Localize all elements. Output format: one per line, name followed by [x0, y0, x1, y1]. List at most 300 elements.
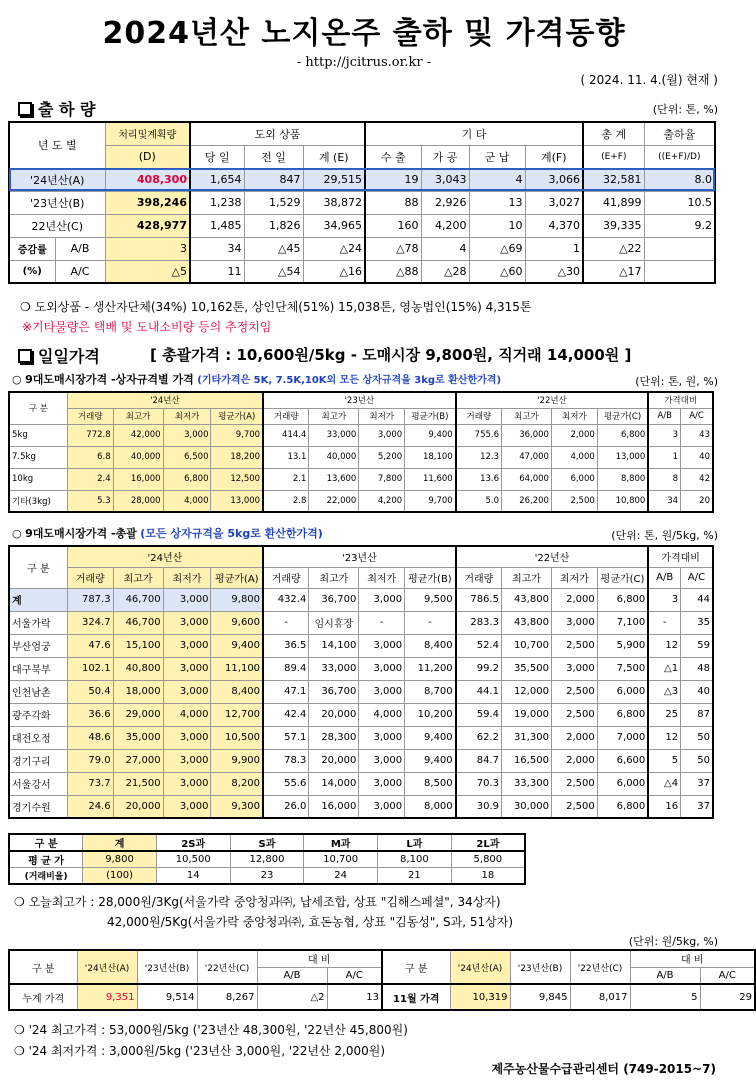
table-cell: '24년산(A): [450, 950, 510, 984]
table-cell: 11,600: [405, 468, 456, 490]
table-cell: 14: [156, 868, 230, 884]
table-cell: 3: [648, 424, 680, 446]
table-cell: 9,800: [83, 851, 157, 868]
table-cell: 18: [451, 868, 525, 884]
row-label: '23년산(B): [9, 191, 105, 214]
table-cell: 36,700: [309, 680, 359, 703]
table-cell: 1,485: [190, 214, 244, 237]
table-cell: 48.6: [67, 726, 113, 749]
t2-title: ○ 9대도매시장가격 -총괄 (모든 상자규격을 5kg로 환산한가격): [12, 527, 323, 540]
table-cell: 36.6: [67, 703, 113, 726]
table-cell: 9,600: [211, 611, 263, 634]
table-cell: 9,400: [405, 726, 456, 749]
table-cell: 10,319: [450, 984, 510, 1010]
table-cell: 34: [648, 490, 680, 512]
table-cell: 9,900: [211, 749, 263, 772]
increase-row: [9, 237, 715, 260]
table-cell: 73.7: [67, 772, 113, 795]
table-cell: -: [263, 611, 309, 634]
col-gubun: 구 분: [9, 546, 67, 588]
table-cell: 4,000: [359, 703, 405, 726]
table-cell: △3: [648, 680, 680, 703]
table-cell: 평균가(A): [211, 408, 263, 424]
header-row: [9, 392, 713, 408]
table-cell: 43,800: [501, 611, 551, 634]
table-cell: 1,826: [244, 214, 303, 237]
table-cell: 최저가: [359, 567, 405, 588]
table-cell: 24.6: [67, 795, 113, 818]
table-cell: 3,000: [359, 588, 405, 611]
table-cell: 9.2: [644, 214, 715, 237]
table-cell: 거래량: [67, 408, 113, 424]
table-cell: 35,500: [501, 657, 551, 680]
price-row: [9, 468, 713, 490]
table-cell: 9,300: [211, 795, 263, 818]
table-cell: 847: [244, 168, 303, 191]
table-cell: 84.7: [456, 749, 502, 772]
table-cell: 6,800: [597, 703, 648, 726]
table-cell: 19,000: [501, 703, 551, 726]
plan-value: 428,977: [105, 214, 190, 237]
price-row: [9, 611, 713, 634]
table-cell: 거래량: [456, 408, 502, 424]
table-cell: 2,500: [551, 772, 597, 795]
table-cell: 2,500: [551, 703, 597, 726]
table-cell: 2,500: [551, 795, 597, 818]
table-cell: 평균가(A): [211, 567, 263, 588]
table-cell: 432.4: [263, 588, 309, 611]
table-cell: 10,700: [304, 851, 378, 868]
table-cell: 최저가: [163, 567, 211, 588]
table-cell: 22,000: [309, 490, 359, 512]
table-cell: 4,370: [525, 214, 583, 237]
table-cell: △88: [365, 260, 421, 283]
t1-title: ○ 9대도매시장가격 -상자규격별 가격 (기타가격은 5K, 7.5K,10K외 모든 상자규격을 3kg로 환산한가격): [12, 373, 502, 386]
price-row: [9, 588, 713, 611]
table-cell: 1: [525, 237, 583, 260]
table-cell: 최고가: [113, 408, 163, 424]
table-cell: 12: [648, 726, 680, 749]
table-cell: 2,000: [551, 424, 597, 446]
col-day: 당 일: [190, 145, 244, 168]
daily-section-title: 일일가격: [18, 344, 100, 367]
col-compare: 가격대비: [648, 546, 713, 567]
table-cell: 8,017: [570, 984, 630, 1010]
cum-header-row: [9, 950, 755, 967]
table-cell: 42,000: [113, 424, 163, 446]
table-cell: A/B: [648, 567, 680, 588]
table-cell: 거래량: [263, 408, 309, 424]
table-cell: 3: [648, 588, 680, 611]
table-cell: '22년산(C): [197, 950, 257, 984]
table-cell: 50: [681, 726, 713, 749]
price-row: [9, 446, 713, 468]
table-cell: △24: [303, 237, 365, 260]
table-cell: 구 분: [9, 950, 77, 984]
table-cell: 최고가: [309, 408, 359, 424]
table-cell: 10,700: [501, 634, 551, 657]
table-cell: 최고가: [502, 408, 552, 424]
col-e: 계 (E): [303, 145, 365, 168]
table-cell: 9,514: [137, 984, 197, 1010]
row-label: 기타(3kg): [9, 490, 67, 512]
table-cell: 787.3: [67, 588, 113, 611]
col-compare: 가격대비: [648, 392, 713, 408]
table-cell: 4,000: [163, 490, 211, 512]
table-cell: 3,000: [163, 611, 211, 634]
table-cell: 5: [630, 984, 700, 1010]
table-cell: 2,500: [551, 634, 597, 657]
table-cell: 최저가: [551, 567, 597, 588]
size-col: 구 분: [9, 834, 83, 851]
table-cell: △78: [365, 237, 421, 260]
table-cell: 6,000: [551, 468, 597, 490]
table-cell: 18,000: [113, 680, 163, 703]
table-cell: 7,500: [597, 657, 648, 680]
table-cell: 57.1: [263, 726, 309, 749]
table-cell: 32,581: [583, 168, 644, 191]
col-outside: 도외 상품: [190, 122, 365, 145]
table-cell: 6,600: [597, 749, 648, 772]
table-cell: 13: [469, 191, 525, 214]
col-total-sub: (E+F): [583, 145, 644, 168]
row-label: 10kg: [9, 468, 67, 490]
col-2023: '23년산: [263, 546, 456, 567]
table-cell: △1: [648, 657, 680, 680]
table-cell: 10,800: [597, 490, 648, 512]
increase-row: [9, 260, 715, 283]
table-cell: 12.3: [456, 446, 502, 468]
table-cell: 40: [681, 446, 713, 468]
table-cell: 44.1: [456, 680, 502, 703]
table-cell: 43: [681, 424, 713, 446]
size-col: L과: [378, 834, 452, 851]
table-cell: 3,066: [525, 168, 583, 191]
table-cell: △17: [583, 260, 644, 283]
header-row: [9, 546, 713, 567]
col-2023: '23년산: [263, 392, 456, 408]
increase-label: (%): [9, 260, 55, 283]
row-label: 계: [9, 588, 67, 611]
table-cell: 78.3: [263, 749, 309, 772]
row-label: 서울강서: [9, 772, 67, 795]
table-cell: 6,000: [597, 680, 648, 703]
table-cell: 36,700: [309, 588, 359, 611]
table-cell: 3,027: [525, 191, 583, 214]
row-label: 경기구리: [9, 749, 67, 772]
market-price-table: [8, 545, 714, 819]
col-2022: '22년산: [456, 546, 649, 567]
table-cell: 5,200: [359, 446, 405, 468]
box-size-price-table: [8, 391, 714, 513]
table-cell: 3,000: [359, 726, 405, 749]
shipment-row: [9, 191, 715, 214]
table-cell: 대 비: [257, 950, 382, 967]
table-cell: 14,000: [309, 772, 359, 795]
table-cell: 59: [681, 634, 713, 657]
table-cell: 평균가(C): [597, 408, 648, 424]
table-cell: 4: [469, 168, 525, 191]
table-cell: 42.4: [263, 703, 309, 726]
table-cell: △16: [303, 260, 365, 283]
table-cell: 2.8: [263, 490, 309, 512]
table-cell: 160: [365, 214, 421, 237]
table-cell: 50.4: [67, 680, 113, 703]
table-cell: 13: [327, 984, 382, 1010]
table-cell: 2,500: [551, 490, 597, 512]
table-cell: '23년산(B): [137, 950, 197, 984]
table-cell: 6,000: [597, 772, 648, 795]
table-cell: 3,000: [163, 424, 211, 446]
table-cell: 9,800: [211, 588, 263, 611]
table-cell: 최고가: [113, 567, 163, 588]
table-cell: A/C: [700, 967, 755, 984]
table-cell: 12: [648, 634, 680, 657]
table-cell: A/C: [327, 967, 382, 984]
table-cell: 11,200: [405, 657, 456, 680]
table-cell: 구 분: [382, 950, 450, 984]
price-row: [9, 703, 713, 726]
table-cell: 9,400: [211, 634, 263, 657]
table-cell: A/C: [55, 260, 105, 283]
table-cell: -: [359, 611, 405, 634]
table-cell: 26,200: [502, 490, 552, 512]
table-cell: '22년산(C): [570, 950, 630, 984]
col-prev: 전 일: [244, 145, 303, 168]
table-cell: 40,800: [113, 657, 163, 680]
table-cell: 772.8: [67, 424, 113, 446]
site-url[interactable]: - http://jcitrus.or.kr -: [296, 55, 432, 70]
table-cell: 40: [681, 680, 713, 703]
table-cell: -: [648, 611, 680, 634]
table-cell: 5,800: [451, 851, 525, 868]
table-cell: 최저가: [359, 408, 405, 424]
table-cell: A/C: [681, 408, 713, 424]
table-cell: △5: [105, 260, 190, 283]
table-cell: 13,000: [211, 490, 263, 512]
table-cell: 누계 가격: [9, 984, 77, 1010]
table-cell: 21: [378, 868, 452, 884]
table-cell: 8,700: [405, 680, 456, 703]
table-cell: 대 비: [630, 950, 755, 967]
table-cell: 3,000: [359, 795, 405, 818]
table-cell: 거래량: [67, 567, 113, 588]
row-label: 5kg: [9, 424, 67, 446]
t1-unit: (단위: 톤, 원, %): [635, 375, 718, 388]
table-cell: 36,000: [502, 424, 552, 446]
table-cell: 9,400: [405, 749, 456, 772]
table-cell: △2: [257, 984, 327, 1010]
table-cell: 10,500: [211, 726, 263, 749]
table-cell: 16: [648, 795, 680, 818]
table-cell: 3,000: [359, 749, 405, 772]
table-cell: 43,800: [501, 588, 551, 611]
price-row: [9, 795, 713, 818]
table-cell: 2,000: [551, 588, 597, 611]
table-cell: 5: [648, 749, 680, 772]
table-cell: 11,100: [211, 657, 263, 680]
table-cell: 8,400: [405, 634, 456, 657]
table-cell: 31,300: [501, 726, 551, 749]
table-cell: 3,000: [551, 657, 597, 680]
table-cell: 8,000: [405, 795, 456, 818]
table-cell: 10: [469, 214, 525, 237]
table-cell: 3,000: [359, 424, 405, 446]
table-cell: 최고가: [501, 567, 551, 588]
size-col: S과: [230, 834, 304, 851]
page-title: 2024년산 노지온주 출하 및 가격동향: [102, 16, 626, 51]
col-year: 년 도 별: [9, 122, 105, 168]
shipment-table: [8, 121, 716, 284]
table-cell: 7,100: [597, 611, 648, 634]
table-cell: 3,000: [163, 795, 211, 818]
table-cell: 47.6: [67, 634, 113, 657]
table-cell: 거래량: [456, 567, 502, 588]
table-cell: 4: [421, 237, 469, 260]
col-export: 수 출: [365, 145, 421, 168]
col-plan-d: (D): [105, 145, 190, 168]
table-cell: 786.5: [456, 588, 502, 611]
table-cell: 4,000: [163, 703, 211, 726]
table-cell: 37: [681, 795, 713, 818]
table-cell: 7,800: [359, 468, 405, 490]
table-cell: A/C: [681, 567, 713, 588]
table-cell: 42: [681, 468, 713, 490]
col-mil: 군 납: [469, 145, 525, 168]
table-cell: 414.4: [263, 424, 309, 446]
table-cell: 44: [681, 588, 713, 611]
table-cell: 1,529: [244, 191, 303, 214]
table-cell: 20,000: [309, 703, 359, 726]
cumulative-price-table: [8, 949, 756, 1011]
table-cell: 29,515: [303, 168, 365, 191]
table-cell: △60: [469, 260, 525, 283]
col-other: 기 타: [365, 122, 583, 145]
table-cell: 6,800: [597, 588, 648, 611]
table-cell: 755.6: [456, 424, 502, 446]
table-cell: 47.1: [263, 680, 309, 703]
table-cell: 3,043: [421, 168, 469, 191]
shipment-row: [9, 168, 715, 191]
size-header-row: [9, 834, 525, 851]
size-avg-row: [9, 851, 525, 868]
table-cell: 2.4: [67, 468, 113, 490]
table-cell: 6,500: [163, 446, 211, 468]
table-cell: 3,000: [359, 772, 405, 795]
table-cell: 18,200: [211, 446, 263, 468]
table-cell: 5.0: [456, 490, 502, 512]
checkbox-icon: [18, 349, 32, 363]
row-label: 서울가락: [9, 611, 67, 634]
table-cell: 평 균 가: [9, 851, 83, 868]
table-cell: 1: [648, 446, 680, 468]
table-cell: 88: [365, 191, 421, 214]
table-cell: 12,000: [501, 680, 551, 703]
table-cell: 27,000: [113, 749, 163, 772]
table-cell: [644, 260, 715, 283]
table-cell: 13.6: [456, 468, 502, 490]
table-cell: 8,500: [405, 772, 456, 795]
table-cell: △28: [421, 260, 469, 283]
table-cell: 21,500: [113, 772, 163, 795]
table-cell: 62.2: [456, 726, 502, 749]
table-cell: 8,267: [197, 984, 257, 1010]
table-cell: 4,200: [421, 214, 469, 237]
table-cell: (100): [83, 868, 157, 884]
col-plan: 처리및계획량: [105, 122, 190, 145]
report-date: ( 2024. 11. 4.(월) 현재 ): [580, 73, 718, 87]
size-price-table: [8, 833, 526, 885]
table-cell: 2,926: [421, 191, 469, 214]
table-cell: 3,000: [163, 749, 211, 772]
col-2024: '24년산: [67, 546, 263, 567]
size-ratio-row: [9, 868, 525, 884]
table-cell: A/B: [257, 967, 327, 984]
table-cell: 16,000: [309, 795, 359, 818]
table-cell: 최고가: [309, 567, 359, 588]
price-row: [9, 749, 713, 772]
table-cell: 2,000: [551, 749, 597, 772]
table-cell: 3,000: [163, 726, 211, 749]
table-cell: △4: [648, 772, 680, 795]
shipment-unit: (단위: 톤, %): [652, 103, 718, 116]
table-cell: 12,700: [211, 703, 263, 726]
table-cell: 33,300: [501, 772, 551, 795]
table-cell: 3,000: [163, 588, 211, 611]
table-cell: 4,000: [551, 446, 597, 468]
plan-value: 408,300: [105, 168, 190, 191]
table-cell: '23년산(B): [510, 950, 570, 984]
table-cell: 3,000: [163, 634, 211, 657]
table-cell: 8: [648, 468, 680, 490]
row-label: 대전오정: [9, 726, 67, 749]
table-cell: 평균가(B): [405, 408, 456, 424]
table-cell: △69: [469, 237, 525, 260]
table-cell: 36.5: [263, 634, 309, 657]
table-cell: △54: [244, 260, 303, 283]
row-label: 22년산(C): [9, 214, 105, 237]
price-row: [9, 424, 713, 446]
table-cell: 9,500: [405, 588, 456, 611]
table-cell: 3: [105, 237, 190, 260]
table-cell: 9,400: [405, 424, 456, 446]
header-row: [9, 408, 713, 424]
table-cell: (거래비율): [9, 868, 83, 884]
table-cell: 28,000: [113, 490, 163, 512]
table-cell: A/B: [648, 408, 680, 424]
row-label: 광주각화: [9, 703, 67, 726]
row-label: 7.5kg: [9, 446, 67, 468]
size-col: 2S과: [156, 834, 230, 851]
shipment-note-1: ❍ 도외상품 - 생산자단체(34%) 10,162톤, 상인단체(51%) 15,038톤, 영농법인(15%) 4,315톤: [20, 300, 532, 314]
row-label: 인천남촌: [9, 680, 67, 703]
increase-label: 증감률: [9, 237, 55, 260]
price-row: [9, 726, 713, 749]
col-rate-sub: ((E+F)/D): [644, 145, 715, 168]
max-price-1: ❍ 오늘최고가 : 28,000원/3Kg(서울가락 중앙청과㈜, 납세조합, 상표 "김해스페셜", 34상자): [14, 895, 501, 909]
table-cell: 3,000: [163, 657, 211, 680]
table-cell: 평균가(B): [405, 567, 456, 588]
table-cell: 3,000: [359, 680, 405, 703]
table-cell: 최저가: [551, 408, 597, 424]
organization: 제주농산물수급관리센터 (749-2015~7): [491, 1062, 716, 1076]
table-cell: A/B: [55, 237, 105, 260]
size-col: M과: [304, 834, 378, 851]
table-cell: 324.7: [67, 611, 113, 634]
table-cell: 11: [190, 260, 244, 283]
table-cell: 4,200: [359, 490, 405, 512]
table-cell: 18,100: [405, 446, 456, 468]
